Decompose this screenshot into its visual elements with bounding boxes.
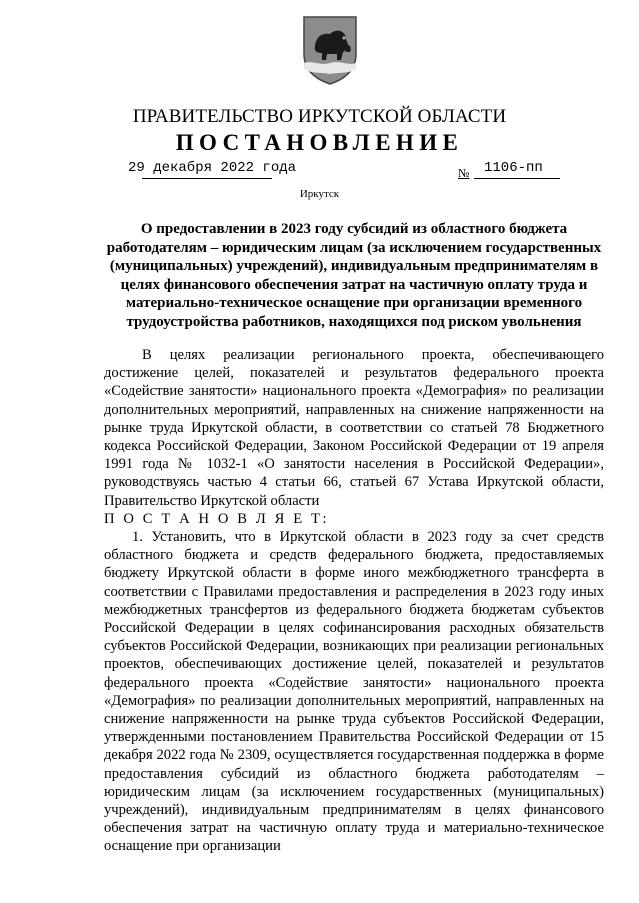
date-text: 29 декабря 2022 года [128,160,297,176]
document-type: ПОСТАНОВЛЕНИЕ [175,130,464,155]
number-sign: № [458,166,470,180]
document-title: О предоставлении в 2023 году субсидий из областного бюджета работодателям – юридическим лицам (за исключением государственных (муниципальных) учреждений), индивидуальным предпринимателям в целях финансового обеспечения затрат на частичную оплату труда и материально-техническое оснащение при организации временного трудоустройства работников, находящихся под риском увольнения [106,221,602,330]
coat-of-arms-icon [300,14,360,86]
item-1-paragraph: 1. Установить, что в Иркутской области в 2023 году за счет средств областного бюджета и средств федерального бюджета, предоставляемых бюджету Иркутской области в форме иного межбюджетного трансферта в соответствии с Правилами предоставления и распределения в 2023 году иных межбюджетных трансфертов из федерального бюджета бюджетам субъектов Российской Федерации в целях софинансирования расходных обязательств субъектов Российской Федерации, возникающих при реализации региональных проектов, обеспечивающих достижение целей, показателей и результатов федерального проекта «Содействие занятости» национального проекта «Демография» по реализации дополнительных мероприятий, направленных на снижение напряженности на рынке труда субъектов Российской Федерации, утвержденными постановлением Правительства Российской Федерации от 15 декабря 2022 года № 2309, осуществляется государственная поддержка в форме предоставления субсидий из областного бюджета работодателям – юридическим лицам (за исключением государственных (муниципальных) учреждений), индивидуальным предпринимателям в целях финансового обеспечения затрат на частичную оплату труда и материально-техническое оснащение при организации [104,529,604,855]
preamble-paragraph: В целях реализации регионального проекта, обеспечивающего достижение целей, показателей и результатов федерального проекта «Содействие занятости» национального проекта «Демография» по реализации дополнительных мероприятий, направленных на снижение напряженности на рынке труда Иркутской области, в соответствии со статьей 78 Бюджетного кодекса Российской Федерации, Законом Российской Федерации от 19 апреля 1991 года № 1032-1 «О занятости населения в Российской Федерации», руководствуясь частью 4 статьи 66, статьей 67 Устава Иркутской области, Правительство Иркутской области [104,347,604,509]
decree-word: П О С Т А Н О В Л Я Е Т: [104,510,330,527]
date-underline [142,178,272,179]
city: Иркутск [299,188,340,200]
document-body [104,346,604,856]
number-underline [474,178,560,179]
document-number: 1106-пп [484,160,543,176]
organization-name: ПРАВИТЕЛЬСТВО ИРКУТСКОЙ ОБЛАСТИ [132,106,507,127]
